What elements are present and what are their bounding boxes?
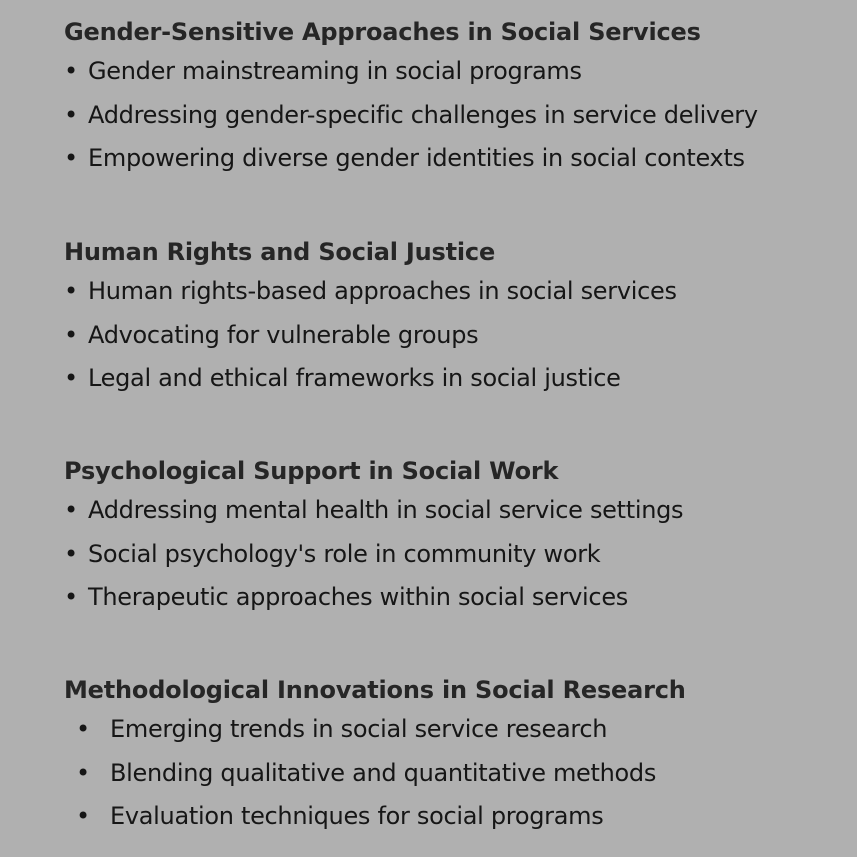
bullet-icon: • [76, 758, 90, 787]
list-item-text: Emerging trends in social service research [110, 714, 608, 743]
bullet-list [64, 269, 854, 400]
section-psychological-support [64, 456, 854, 619]
section-human-rights [64, 237, 854, 400]
list-item [64, 575, 854, 619]
list-item-text: Addressing gender-specific challenges in service delivery [88, 100, 758, 129]
bullet-icon: • [64, 539, 78, 568]
list-item-text: Blending qualitative and quantitative methods [110, 758, 657, 787]
list-item [64, 532, 854, 576]
list-item [64, 356, 854, 400]
bullet-icon: • [64, 144, 78, 173]
bullet-icon: • [76, 714, 90, 743]
list-item [64, 488, 854, 532]
bullet-icon: • [64, 364, 78, 393]
section-heading: Gender-Sensitive Approaches in Social Services [64, 18, 701, 46]
bullet-list [64, 707, 854, 838]
list-item [64, 751, 854, 795]
bullet-icon: • [64, 583, 78, 612]
bullet-list [64, 488, 854, 619]
list-item-text: Evaluation techniques for social programs [110, 802, 604, 831]
list-item [64, 313, 854, 357]
list-item-text: Empowering diverse gender identities in social contexts [88, 144, 745, 173]
list-item-text: Addressing mental health in social service settings [88, 495, 684, 524]
bullet-icon: • [76, 802, 90, 831]
list-item-text: Human rights-based approaches in social services [88, 276, 677, 305]
section-heading: Psychological Support in Social Work [64, 457, 559, 485]
section-gender-sensitive-approaches [64, 17, 854, 180]
section-heading: Human Rights and Social Justice [64, 238, 496, 266]
list-item [64, 269, 854, 313]
bullet-icon: • [64, 495, 78, 524]
list-item [64, 93, 854, 137]
list-item [64, 794, 854, 838]
bullet-icon: • [64, 100, 78, 129]
section-heading: Methodological Innovations in Social Research [64, 676, 686, 704]
list-item-text: Social psychology's role in community work [88, 539, 601, 568]
list-item-text: Advocating for vulnerable groups [88, 320, 479, 349]
list-item [64, 707, 854, 751]
list-item-text: Therapeutic approaches within social services [88, 583, 628, 612]
list-item-text: Legal and ethical frameworks in social justice [88, 364, 621, 393]
bullet-list [64, 49, 854, 180]
bullet-icon: • [64, 56, 78, 85]
section-methodological-innovations [64, 675, 854, 838]
bullet-icon: • [64, 320, 78, 349]
bullet-icon: • [64, 276, 78, 305]
list-item-text: Gender mainstreaming in social programs [88, 56, 582, 85]
list-item [64, 136, 854, 180]
list-item [64, 49, 854, 93]
